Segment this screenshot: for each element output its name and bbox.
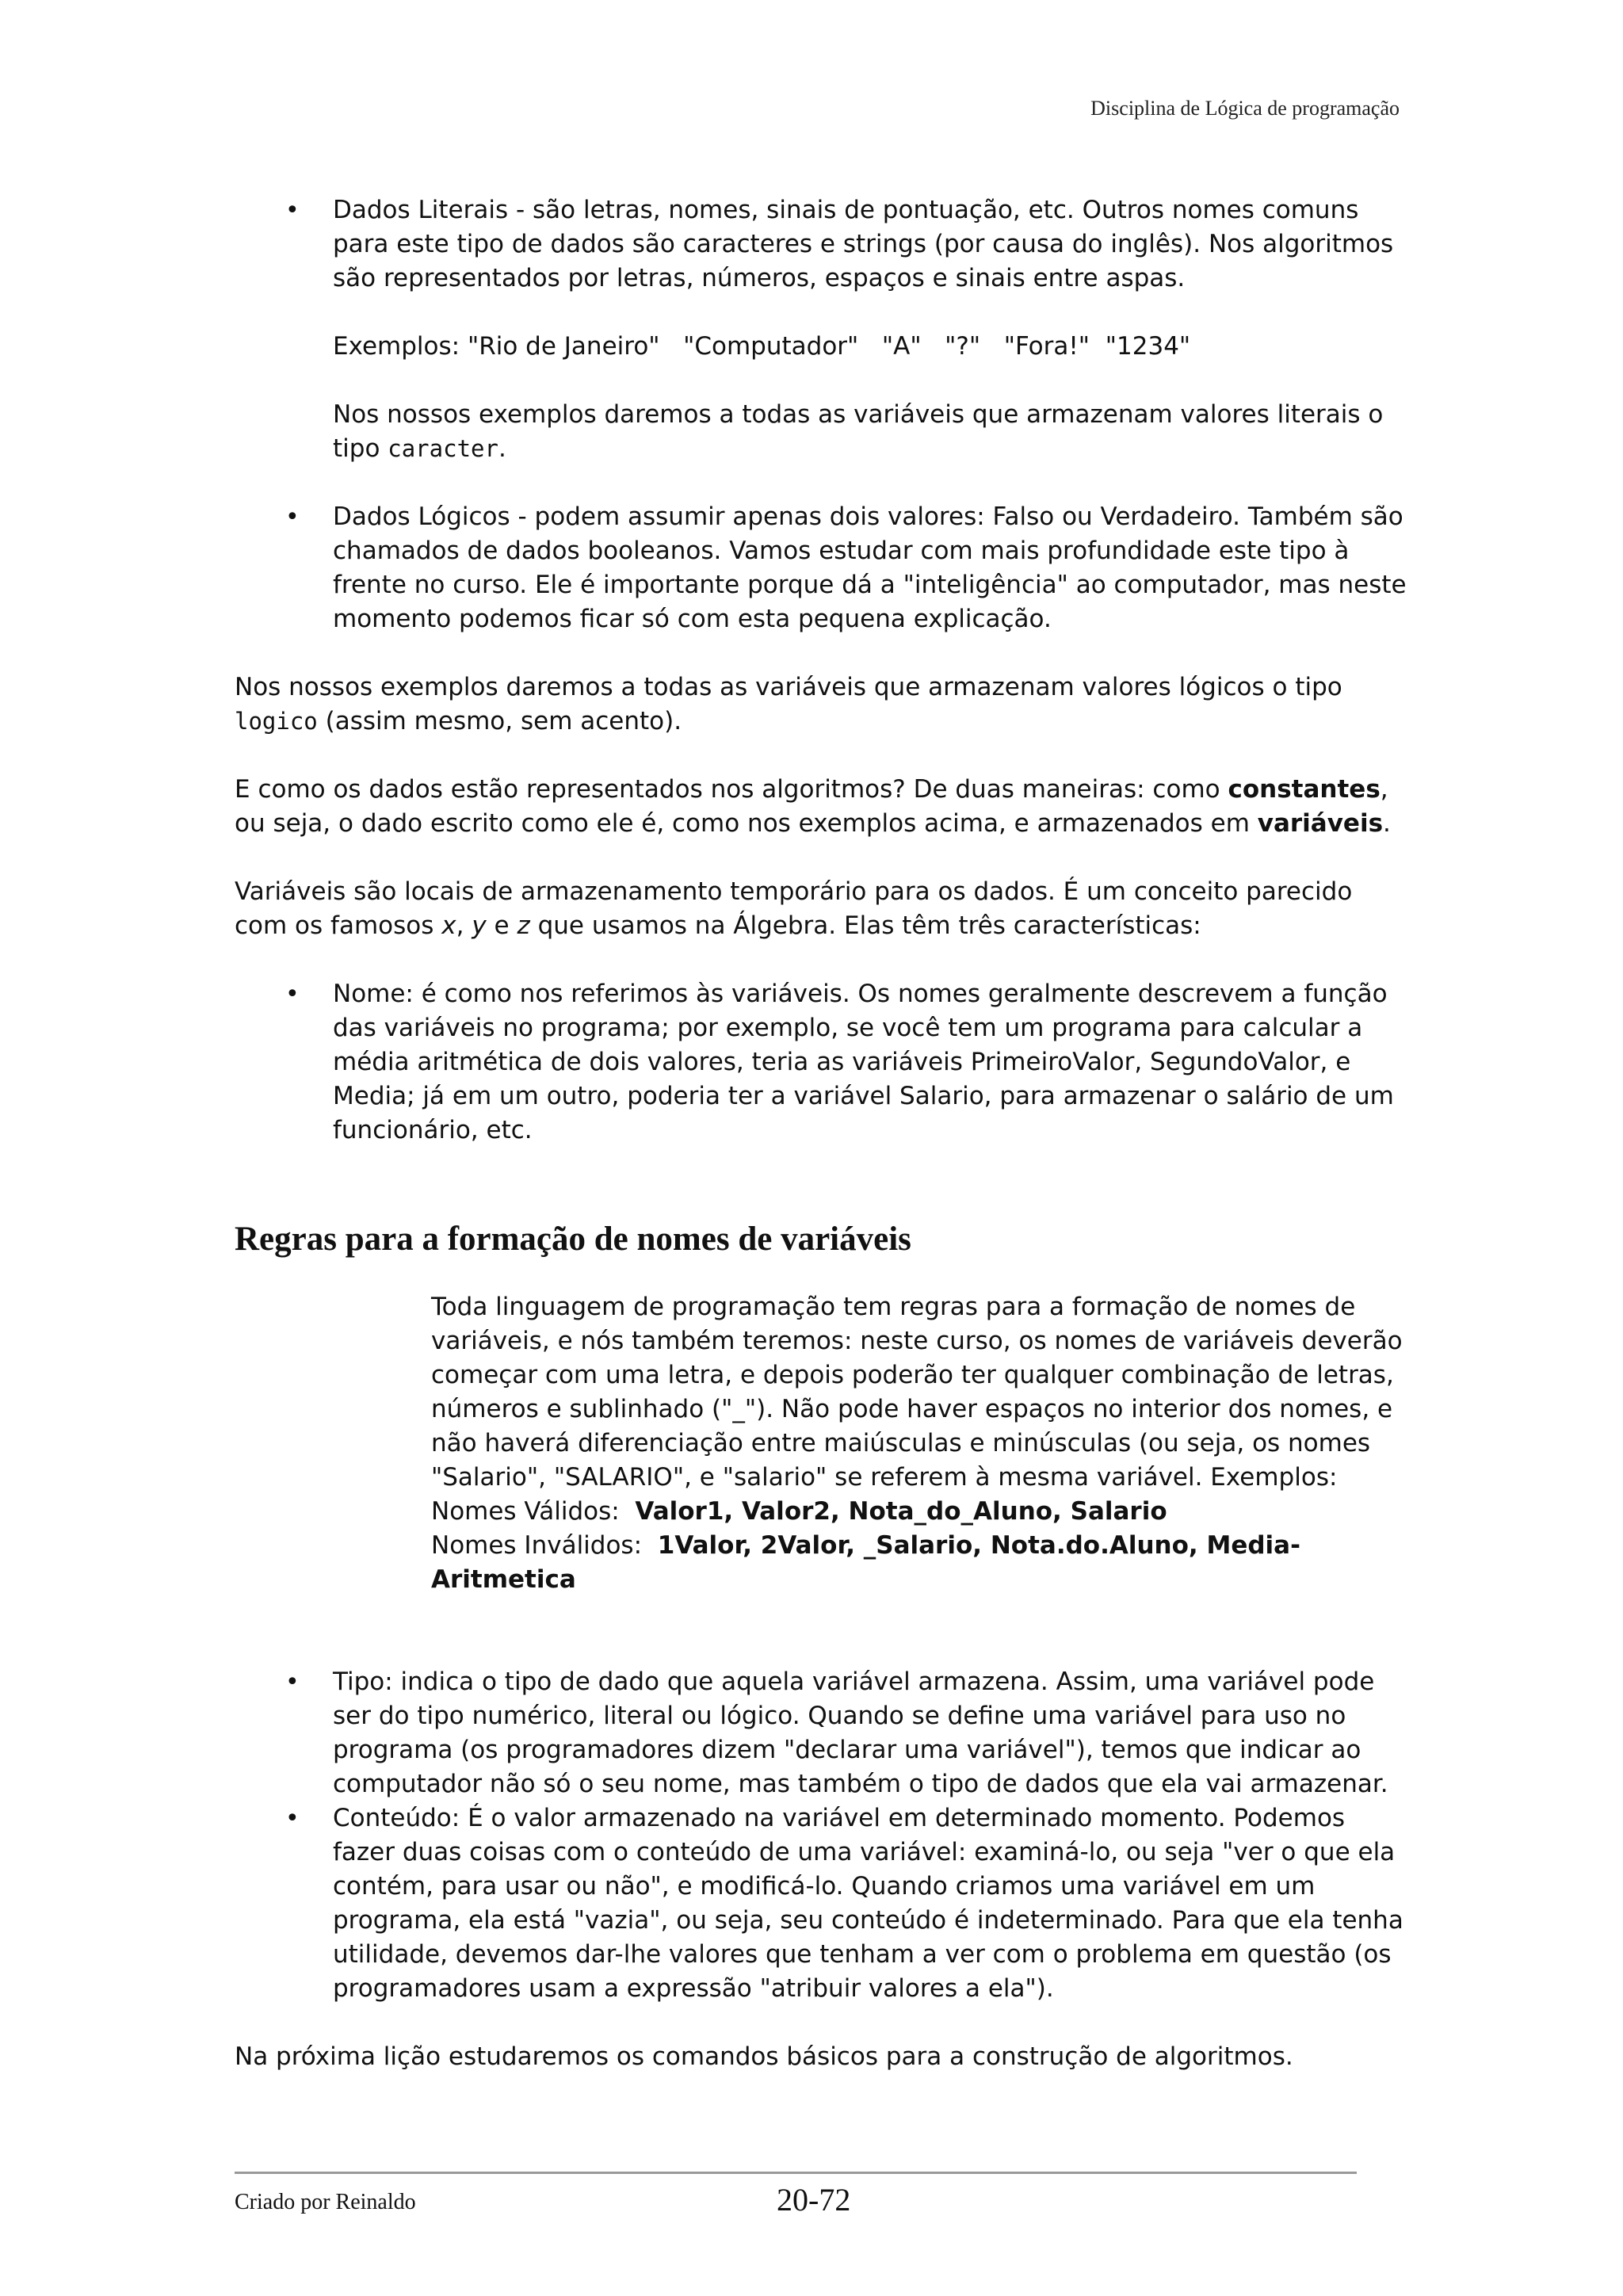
tipo-paragraph: Tipo: indica o tipo de dado que aquela variável armazena. Assim, uma variável pode ser do tipo numérico, literal ou lógico. Quando se define uma variável para uso no programa (os programadores dizem "declarar uma variável"), temos que indicar ao computador não só o seu nome, mas também o tipo de dados que ela vai armazenar. [333, 1668, 1388, 1798]
list-item-dados-logicos [235, 500, 1407, 636]
var-x: x [441, 911, 456, 940]
logico-note-end: (assim mesmo, sem acento). [317, 707, 682, 735]
logicos-paragraph: Dados Lógicos - podem assumir apenas dois valores: Falso ou Verdadeiro. Também são chamados de dados booleanos. Vamos estudar com mais profundidade este tipo à frente no curso. Ele é importante porque dá a "inteligência" ao computador, mas neste momento podemos ficar só com esta pequena explicação. [333, 502, 1407, 633]
page-header: Disciplina de Lógica de programação [1090, 97, 1400, 120]
document-body [235, 193, 1407, 2074]
rules-paragraph: Toda linguagem de programação tem regras para a formação de nomes de variáveis, e nós também teremos: neste curso, os nomes de variáveis deverão começar com uma letra, e depois poderão ter qualquer combinação de letras, números e sublinhado ("_"). Não pode haver espaços no interior dos nomes, e não haverá diferenciação entre maiúsculas e minúsculas (ou seja, os nomes "Salario", "SALARIO", e "salario" se referem à mesma variável. Exemplos: [431, 1293, 1403, 1492]
invalid-names-line [431, 1529, 1407, 1597]
bullet-icon: • [285, 503, 300, 531]
literais-note-text: Nos nossos exemplos daremos a todas as variáveis que armazenam valores literais o tipo [333, 400, 1384, 463]
bullet-icon: • [285, 980, 300, 1008]
representation-text-3: . [1383, 809, 1391, 838]
literais-type-code: caracter [388, 435, 498, 462]
variables-text-1: Variáveis são locais de armazenamento temporário para os dados. É um conceito parecido com os famosos [235, 877, 1353, 940]
conteudo-paragraph: Conteúdo: É o valor armazenado na variável em determinado momento. Podemos fazer duas coisas com o conteúdo de uma variável: examiná-lo, ou seja "ver o que ela contém, para usar ou não", e modificá-lo. Quando criamos uma variável em um programa, ela está "vazia", ou seja, seu conteúdo é indeterminado. Para que ela tenha utilidade, devemos dar-lhe valores que tenham a ver com o problema em questão (os programadores usam a expressão "atribuir valores a ela"). [333, 1804, 1403, 2003]
list-item-nome [235, 977, 1407, 1148]
nome-paragraph: Nome: é como nos referimos às variáveis. Os nomes geralmente descrevem a função das variáveis no programa; por exemplo, se você tem um programa para calcular a média aritmética de dois valores, teria as variáveis PrimeiroValor, SegundoValor, e Media; já em um outro, poderia ter a variável Salario, para armazenar o salário de um funcionário, etc. [333, 980, 1394, 1144]
section-heading: Regras para a formação de nomes de variáveis [235, 1221, 911, 1258]
bullet-icon: • [285, 1668, 300, 1696]
variables-text-2: que usamos na Álgebra. Elas têm três características: [529, 911, 1201, 940]
footer-divider [235, 2172, 1357, 2174]
representation-text-1: E como os dados estão representados nos algoritmos? De duas maneiras: como [235, 775, 1228, 804]
var-y: y [472, 911, 487, 940]
valid-names-values: Valor1, Valor2, Nota_do_Aluno, Salario [635, 1497, 1167, 1526]
representation-text-2: , ou seja, o dado escrito como ele é, como nos exemplos acima, e armazenados em [235, 775, 1388, 838]
page-number: 20-72 [777, 2182, 851, 2218]
logico-type-code: logico [235, 708, 318, 735]
logico-note-text: Nos nossos exemplos daremos a todas as variáveis que armazenam valores lógicos o tipo [235, 673, 1342, 701]
rules-block [235, 1290, 1407, 1597]
var-z: z [517, 911, 530, 940]
invalid-names-label: Nomes Inválidos: [431, 1531, 658, 1560]
constantes-term: constantes [1228, 775, 1381, 804]
literais-paragraph: Dados Literais - são letras, nomes, sinais de pontuação, etc. Outros nomes comuns para este tipo de dados são caracteres e strings (por causa do inglês). Nos algoritmos são representados por letras, números, espaços e sinais entre aspas. [333, 196, 1394, 292]
closing-paragraph: Na próxima lição estudaremos os comandos básicos para a construção de algoritmos. [235, 2042, 1293, 2071]
literais-note [333, 398, 1407, 466]
list-item-conteudo [235, 1801, 1407, 2006]
valid-names-line [431, 1495, 1407, 1529]
representation-paragraph [235, 773, 1407, 841]
invalid-names-values: 1Valor, 2Valor, _Salario, Nota.do.Aluno, Media-Aritmetica [431, 1531, 1300, 1594]
literais-examples: Exemplos: "Rio de Janeiro" "Computador" "A" "?" "Fora!" "1234" [333, 332, 1191, 361]
list-item-tipo [235, 1665, 1407, 1801]
bullet-icon: • [285, 1805, 300, 1832]
list-item-dados-literais [235, 193, 1407, 466]
variables-and: e [486, 911, 517, 940]
variables-paragraph [235, 875, 1407, 943]
footer-author: Criado por Reinaldo [235, 2190, 416, 2214]
logico-type-note [235, 670, 1407, 739]
bullet-icon: • [285, 197, 300, 224]
valid-names-label: Nomes Válidos: [431, 1497, 636, 1526]
variaveis-term: variáveis [1257, 809, 1384, 838]
variables-comma: , [456, 911, 472, 940]
literais-note-end: . [498, 434, 506, 463]
